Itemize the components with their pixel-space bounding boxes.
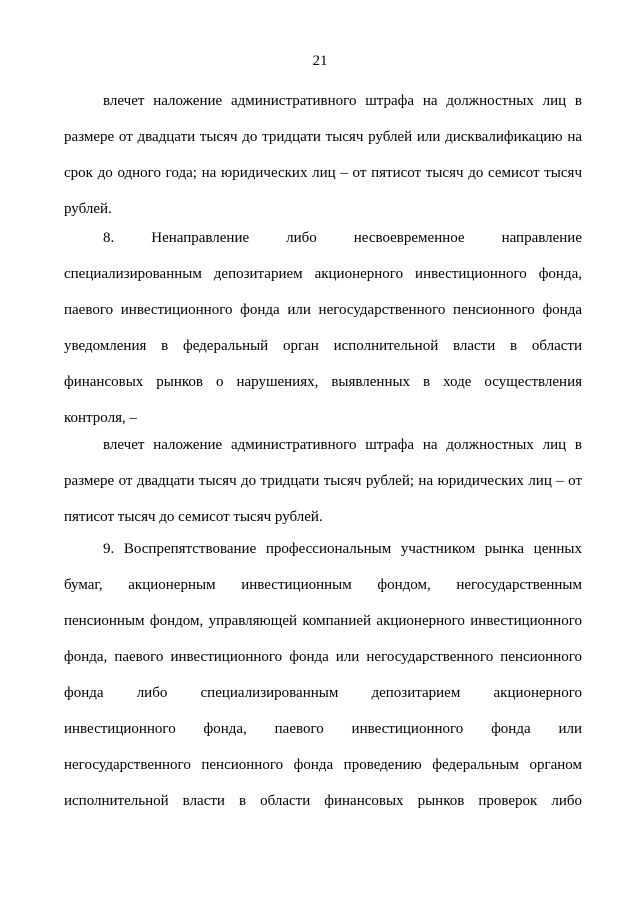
text-line: финансовых рынков о нарушениях, выявленных в ходе осуществления (64, 374, 582, 390)
text-line: специализированным депозитарием акционерного инвестиционного фонда, (64, 266, 582, 282)
text-line: пенсионным фондом, управляющей компанией акционерного инвестиционного (64, 613, 582, 629)
text-line: уведомления в федеральный орган исполнительной власти в области (64, 338, 582, 354)
text-line: 8. Ненаправление либо несвоевременное направление (103, 230, 582, 246)
text-line: инвестиционного фонда, паевого инвестиционного фонда или (64, 721, 582, 737)
text-line: влечет наложение административного штрафа на должностных лиц в (103, 93, 582, 109)
text-line: фонда либо специализированным депозитарием акционерного (64, 685, 582, 701)
page-number: 21 (312, 53, 328, 69)
text-line: паевого инвестиционного фонда или негосударственного пенсионного фонда (64, 302, 582, 318)
text-line: 9. Воспрепятствование профессиональным участником рынка ценных (103, 541, 582, 557)
text-line: размере от двадцати тысяч до тридцати тысяч рублей или дисквалификацию на (64, 129, 582, 145)
text-line: влечет наложение административного штрафа на должностных лиц в (103, 437, 582, 453)
text-line: срок до одного года; на юридических лиц – от пятисот тысяч до семисот тысяч (64, 165, 582, 181)
text-line: исполнительной власти в области финансовых рынков проверок либо (64, 793, 582, 809)
text-line: негосударственного пенсионного фонда проведению федеральным органом (64, 757, 582, 773)
text-line: размере от двадцати тысяч до тридцати тысяч рублей; на юридических лиц – от (64, 473, 582, 489)
text-line: рублей. (64, 201, 112, 217)
text-line: пятисот тысяч до семисот тысяч рублей. (64, 509, 323, 525)
text-line: бумаг, акционерным инвестиционным фондом, негосударственным (64, 577, 582, 593)
text-line: фонда, паевого инвестиционного фонда или негосударственного пенсионного (64, 649, 582, 665)
text-line: контроля, – (64, 410, 137, 426)
